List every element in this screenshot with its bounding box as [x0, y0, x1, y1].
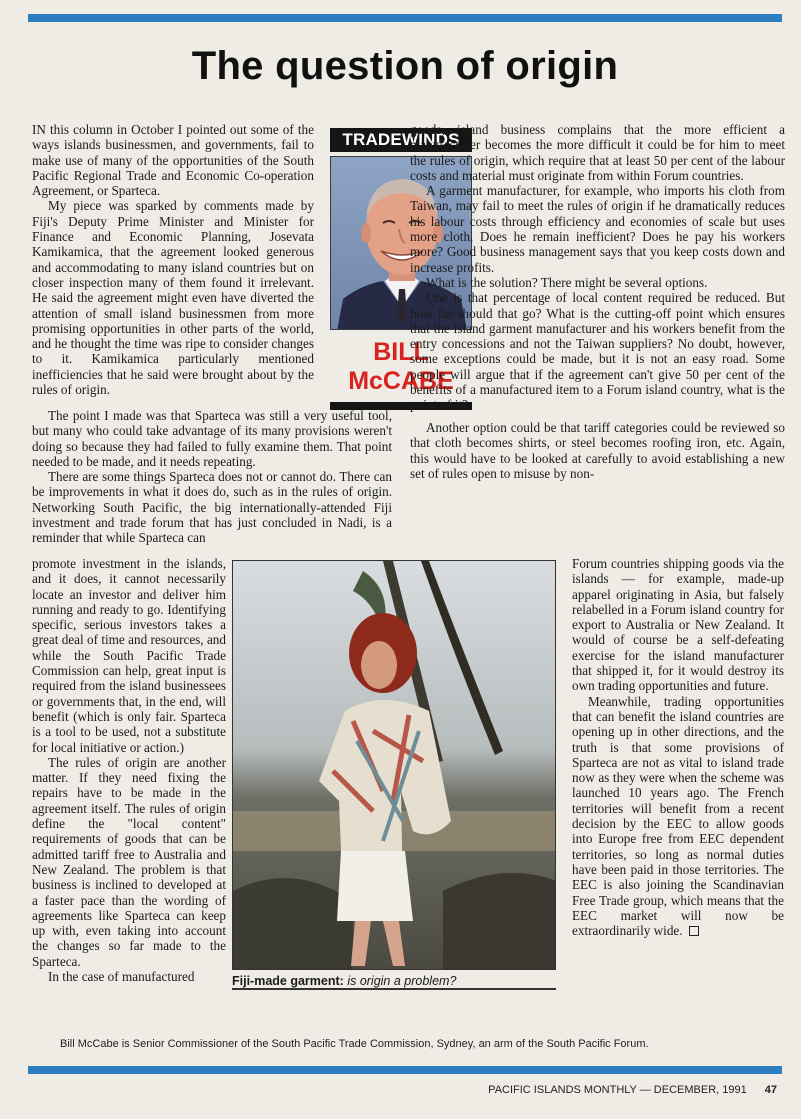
body-text-col1-wide	[32, 408, 392, 558]
photo-caption	[232, 972, 556, 990]
author-last-name: McCABE	[348, 367, 454, 395]
end-of-article-mark	[689, 926, 699, 936]
body-text-col3-top	[410, 122, 785, 418]
body-text-col3-bottom	[572, 556, 784, 992]
paragraph: goods, island business complains that the more efficient a manufacturer becomes the more difficult it could be for him to meet the rules of origin, which require that at least 50 per cent of the labour costs and material must originate from within Forum countries.	[410, 122, 785, 183]
caption-bold: Fiji-made garment:	[232, 974, 344, 988]
paragraph: The point I made was that Sparteca was still a very useful tool, but many who could take advantage of its many provisions weren't doing so because they had failed to fully examine them. That point needed to be made, and it needs repeating.	[32, 408, 392, 469]
top-blue-rule	[28, 14, 782, 22]
caption-italic: is origin a problem?	[347, 974, 457, 988]
paragraph: A garment manufacturer, for example, who imports his cloth from Taiwan, may fail to meet the rules of origin if he dramatically reduces his labour costs through efficiency and economies of scale but uses more cloth. Does he remain inefficient? Does he pay his workers more? Good business management says that you keep costs down and increase profits.	[410, 183, 785, 275]
column-label: TRADEWINDS	[330, 128, 472, 152]
paragraph: promote investment in the islands, and it does, it cannot necessarily locate an investor and deliver him running and ready to go. Identifying specific, serious investors takes a great deal of time and resources, and while the South Pacific Trade Commission can help, great input is required from the island businessees or governments that, in the end, will benefit (which is only fair. Sparteca is a tool to be used, not a substitute for local initiative or action.)	[32, 556, 226, 755]
garment-photo	[232, 560, 556, 970]
page-footer	[488, 1084, 777, 1096]
author-first-name: BILL	[373, 338, 429, 366]
paragraph: Another option could be that tariff categories could be reviewed so that cloth becomes shirts, or steel becomes roofing iron, etc. Again, this would have to be looked at carefully to avoid establishing a new set of rules open to misuse by non-	[410, 420, 785, 481]
paragraph: In the case of manufactured	[48, 969, 195, 985]
paragraph: My piece was sparked by comments made by Fiji's Deputy Prime Minister and Minister for Finance and Economic Planning, Josevata Kamikamica, that the agreement looked generous and accommodating to many island countries but on closer inspection many of them found it irrelevant. He said the agreement might even have diverted the attention of small island businessmen from more promising opportunities in other parts of the world, and he thought the time was ripe to consider changes to it. Kamikamica particularly mentioned inefficiencies that he said were brought about by the rules of origin.	[32, 198, 314, 398]
paragraph	[572, 694, 784, 939]
body-text-col1-bottom	[32, 556, 226, 986]
body-text-col1-top	[32, 122, 314, 402]
author-footnote: Bill McCabe is Senior Commissioner of the South Pacific Trade Commission, Sydney, an arm of the South Pacific Forum.	[60, 1038, 649, 1050]
paragraph: Forum countries shipping goods via the islands — for example, made-up apparel originating in Asia, but falsely relabelled in a Forum island country for export to Australia or New Zealand. It would of course be a self-defeating exercise for the island manufacturer that shipped it, for it would destroy its own trading opportunities and future.	[572, 556, 784, 694]
paragraph: IN this column in October I pointed out some of the ways islands businessmen, and governments, fail to make use of many of the opportunities of the South Pacific Regional Trade and Economic Co-operation Agreement, or Sparteca.	[32, 122, 314, 199]
paragraph: The rules of origin are another matter. If they need fixing the repairs have to be made in the agreement itself. The rules of origin define the "local content" requirements of goods that can be admitted tariff free to Australia and New Zealand. The problem is that business is inclined to developed at a faster pace than the wording of agreements like Sparteca can keep up with, even taking into account the changes so far made to the Sparteca.	[32, 754, 226, 969]
publication-line: PACIFIC ISLANDS MONTHLY — DECEMBER, 1991	[488, 1084, 747, 1096]
paragraph: One is that percentage of local content required be reduced. But how far should that go? What is the cutting-off point which ensures that the island garment manufacturer and his workers benefit from the entry concessions and not the Taiwan suppliers? No doubt, however, some exceptions could be made, but it is not an easy road. Some people will argue that if the agreement can't give 50 per cent of the benefits of a manufactured item to a Forum island country, what is the point of it?	[410, 290, 785, 413]
paragraph-text: Meanwhile, trading opportunities that can benefit the island countries are opening up in other directions, and the truth is that some provisions of Sparteca are not as vital to island trade now as they were when the scheme was launched 10 years ago. The French territories will benefit from a recent decision by the EEC to allow goods into Europe free from EEC dependent territories, so long as normal duties have been paid in those territories. The EEC is also joining the Scandinavian Free Trade group, which means that the EEC market will now be extraordinarily wide.	[572, 693, 784, 939]
page-number: 47	[764, 1084, 777, 1096]
paragraph: There are some things Sparteca does not or cannot do. There can be improvements in what it does do, such as in the rules of origin. Networking South Pacific, the big internationally-attended Fiji investment and trade forum that has just concluded in Nadi, is a reminder that while Sparteca can	[32, 469, 392, 546]
body-text-col3-wide	[410, 420, 785, 556]
bottom-blue-rule	[28, 1066, 782, 1074]
article-headline: The question of origin	[191, 44, 619, 88]
paragraph: What is the solution? There might be several options.	[426, 274, 708, 290]
